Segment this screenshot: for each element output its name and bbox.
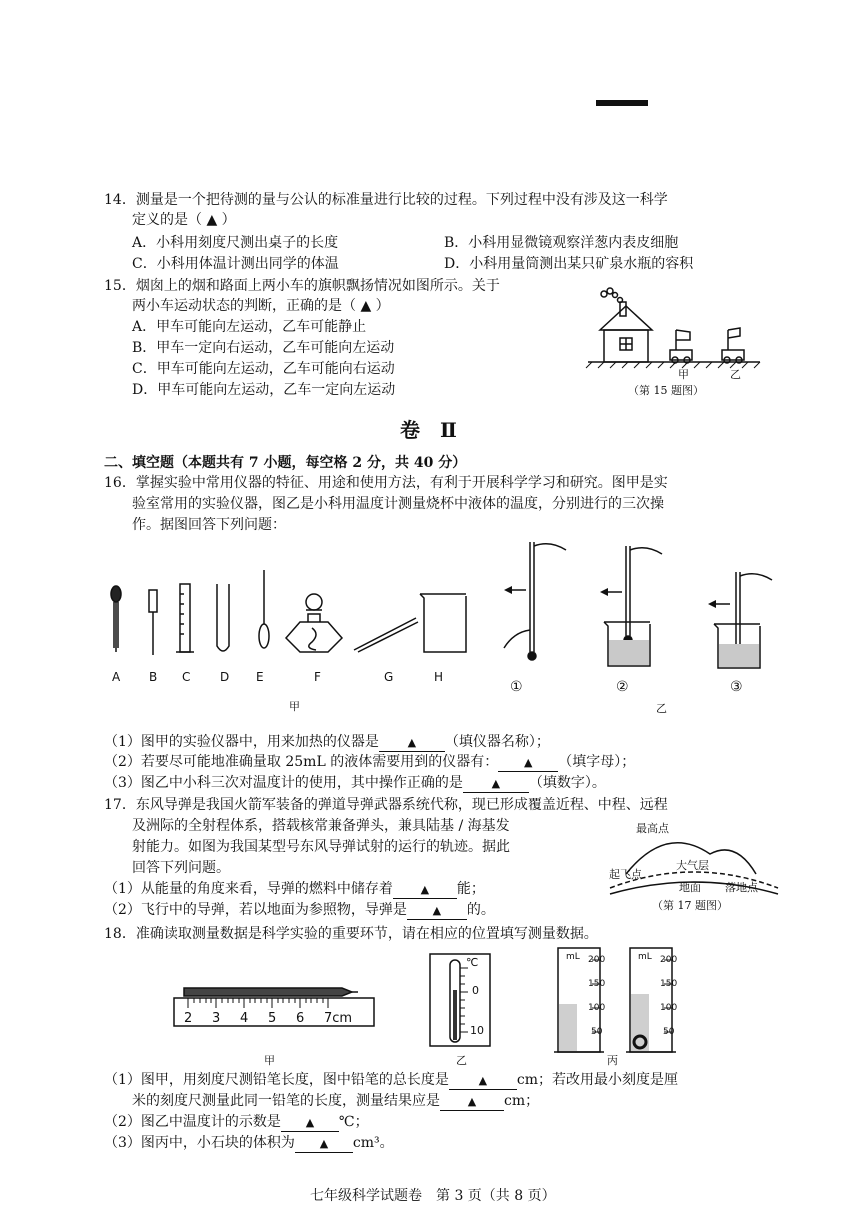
q18-sub1-suffix: cm；若改用最小刻度是厘	[516, 1072, 679, 1088]
q17-sub2	[104, 900, 495, 920]
cyl1-tick-150: 150	[588, 979, 606, 989]
q16-op-3: ③	[730, 679, 743, 695]
cyl2-tick-100: 100	[660, 1003, 678, 1013]
instrument-label-a: A	[112, 670, 121, 684]
q18-sub2	[104, 1112, 369, 1132]
thermo-unit: ℃	[466, 956, 479, 969]
q14-option-b: B．小科用显微镜观察洋葱内表皮细胞	[444, 235, 679, 251]
q17-sub2-suffix: 的。	[466, 902, 495, 918]
q18-sub3	[104, 1133, 394, 1153]
q15-label-jia: 甲	[678, 368, 689, 381]
q17-caption: （第 17 题图）	[652, 899, 728, 912]
page-footer: 七年级科学试题卷 第 3 页（共 8 页）	[310, 1188, 556, 1204]
q17-sub2-answer-blank[interactable]: ▲	[407, 903, 467, 920]
q18-sub1-line2	[132, 1091, 539, 1111]
instrument-label-f: F	[314, 670, 321, 684]
q16-sub1	[104, 732, 550, 752]
cyl1-tick-200: 200	[588, 955, 606, 965]
q16-label-yi: 乙	[656, 702, 667, 715]
q16-sub2-answer-blank[interactable]: ▲	[498, 755, 558, 772]
q18-sub2-suffix: ℃；	[338, 1114, 369, 1130]
q14-stem-1: 14．测量是一个把待测的量与公认的标准量进行比较的过程。下列过程中没有涉及这一科学	[104, 192, 668, 208]
ruler-num-3: 3	[212, 1011, 221, 1026]
q18-sub3-prefix: （3）图丙中，小石块的体积为	[104, 1135, 295, 1151]
q18-sub3-suffix: cm³。	[352, 1135, 394, 1151]
q18-thermometer-figure	[426, 950, 496, 1050]
q18-sub1-line2-prefix: 米的刻度尺测量此同一铅笔的长度，测量结果应是	[132, 1093, 440, 1109]
q15-option-b: B．甲车一定向右运动，乙车可能向左运动	[132, 340, 395, 356]
q16-instruments-figure	[104, 560, 474, 670]
q15-label-yi: 乙	[730, 368, 741, 381]
q18-sub3-answer-blank[interactable]: ▲	[295, 1136, 353, 1153]
q16-sub3-answer-blank[interactable]: ▲	[463, 776, 529, 793]
q18-sub1-line1	[104, 1070, 678, 1090]
q15-caption: （第 15 题图）	[628, 384, 704, 397]
cyl2-unit: mL	[638, 952, 652, 962]
q18-sub2-prefix: （2）图乙中温度计的示数是	[104, 1114, 281, 1130]
q17-label-atmosphere: 大气层	[676, 859, 709, 872]
cyl1-unit: mL	[566, 952, 580, 962]
q17-label-takeoff: 起飞点	[609, 868, 642, 881]
ruler-num-2: 2	[184, 1011, 193, 1026]
ruler-num-5: 5	[268, 1011, 277, 1026]
q18-label-jia: 甲	[264, 1054, 275, 1067]
q18-sub2-answer-blank[interactable]: ▲	[281, 1115, 339, 1132]
instrument-label-b: B	[149, 670, 158, 684]
ruler-num-6: 6	[296, 1011, 305, 1026]
q14-stem-2: 定义的是（ ▲ ）	[132, 212, 236, 228]
q16-sub3-prefix: （3）图乙中小科三次对温度计的使用，其中操作正确的是	[104, 775, 463, 791]
ruler-num-7cm: 7cm	[324, 1011, 353, 1026]
q16-op-2: ②	[616, 679, 629, 695]
instrument-label-c: C	[182, 670, 191, 684]
q17-stem-3: 射能力。如图为我国某型号东风导弹试射的运行的轨迹。据此	[132, 839, 510, 855]
thermo-tick-0: 0	[472, 984, 479, 997]
ruler-num-4: 4	[240, 1011, 249, 1026]
cyl2-tick-50: 50	[663, 1027, 675, 1037]
instrument-label-d: D	[220, 670, 230, 684]
q17-label-landing: 落地点	[725, 881, 758, 894]
q18-sub1-answer-blank-2[interactable]: ▲	[440, 1094, 504, 1111]
q18-sub1-answer-blank-1[interactable]: ▲	[449, 1073, 517, 1090]
q17-sub1-prefix: （1）从能量的角度来看，导弹的燃料中储存着	[104, 881, 393, 897]
q14-option-a: A．小科用刻度尺测出桌子的长度	[132, 235, 339, 251]
cyl1-tick-50: 50	[591, 1027, 603, 1037]
instrument-label-g: G	[384, 670, 394, 684]
q16-op-1: ①	[510, 679, 523, 695]
q18-sub1-prefix: （1）图甲，用刻度尺测铅笔长度，图中铅笔的总长度是	[104, 1072, 449, 1088]
q17-label-highest: 最高点	[636, 822, 669, 835]
q16-sub3-suffix: （填数字）。	[528, 775, 606, 791]
q16-sub2-suffix: （填字母）；	[558, 754, 636, 770]
q17-sub2-prefix: （2）飞行中的导弹，若以地面为参照物，导弹是	[104, 902, 407, 918]
q15-option-c: C．甲车可能向左运动，乙车可能向右运动	[132, 361, 395, 377]
q15-stem-1: 15．烟囱上的烟和路面上两小车的旗帜飘扬情况如图所示。关于	[104, 278, 500, 294]
q15-option-d: D．甲车可能向左运动，乙车一定向左运动	[132, 382, 396, 398]
q18-label-bing: 丙	[607, 1054, 618, 1067]
q17-stem-4: 回答下列问题。	[132, 860, 230, 876]
q18-sub1-line2-suffix: cm；	[504, 1093, 540, 1109]
q18-label-yi: 乙	[456, 1054, 467, 1067]
q16-stem-1: 16．掌握实验中常用仪器的特征、用途和使用方法，有利于开展科学学习和研究。图甲是实	[104, 475, 668, 491]
instrument-label-h: H	[434, 670, 444, 684]
q14-option-d: D．小科用量筒测出某只矿泉水瓶的容积	[444, 256, 694, 272]
q16-sub2	[104, 752, 635, 772]
q17-sub1-suffix: 能；	[456, 881, 485, 897]
q16-sub1-answer-blank[interactable]: ▲	[379, 735, 445, 752]
q17-sub1	[104, 879, 485, 899]
section-title: 卷 Ⅱ	[400, 418, 457, 442]
q15-option-a: A．甲车可能向左运动，乙车可能静止	[132, 319, 367, 335]
q17-sub1-answer-blank[interactable]: ▲	[393, 882, 457, 899]
section-heading: 二、填空题（本题共有 7 小题，每空格 2 分，共 40 分）	[104, 455, 467, 471]
cyl1-tick-100: 100	[588, 1003, 606, 1013]
q16-thermometer-figure	[490, 532, 780, 677]
q16-stem-2: 验室常用的实验仪器，图乙是小科用温度计测量烧杯中液体的温度，分别进行的三次操	[132, 496, 664, 512]
q15-stem-2: 两小车运动状态的判断，正确的是（ ▲ ）	[132, 298, 390, 314]
cyl2-tick-150: 150	[660, 979, 678, 989]
q14-option-c: C．小科用体温计测出同学的体温	[132, 256, 339, 272]
q18-stem: 18．准确读取测量数据是科学实验的重要环节，请在相应的位置填写测量数据。	[104, 926, 598, 942]
q16-sub2-prefix: （2）若要尽可能地准确量取 25mL 的液体需要用到的仪器有：	[104, 754, 499, 770]
q16-sub1-prefix: （1）图甲的实验仪器中，用来加热的仪器是	[104, 734, 379, 750]
q16-sub1-suffix: （填仪器名称）；	[444, 734, 550, 750]
q16-sub3	[104, 773, 606, 793]
q16-label-jia: 甲	[289, 700, 300, 713]
instrument-label-e: E	[256, 670, 264, 684]
cyl2-tick-200: 200	[660, 955, 678, 965]
q17-label-ground: 地面	[679, 881, 701, 894]
q17-stem-2: 及洲际的全射程体系，搭载核常兼备弹头，兼具陆基 / 海基发	[132, 818, 510, 834]
thermo-tick-10: 10	[470, 1024, 484, 1037]
q16-stem-3: 作。据图回答下列问题：	[132, 517, 286, 533]
header-mark	[596, 100, 648, 106]
q17-stem-1: 17．东风导弹是我国火箭军装备的弹道导弹武器系统代称，现已形成覆盖近程、中程、远程	[104, 797, 668, 813]
